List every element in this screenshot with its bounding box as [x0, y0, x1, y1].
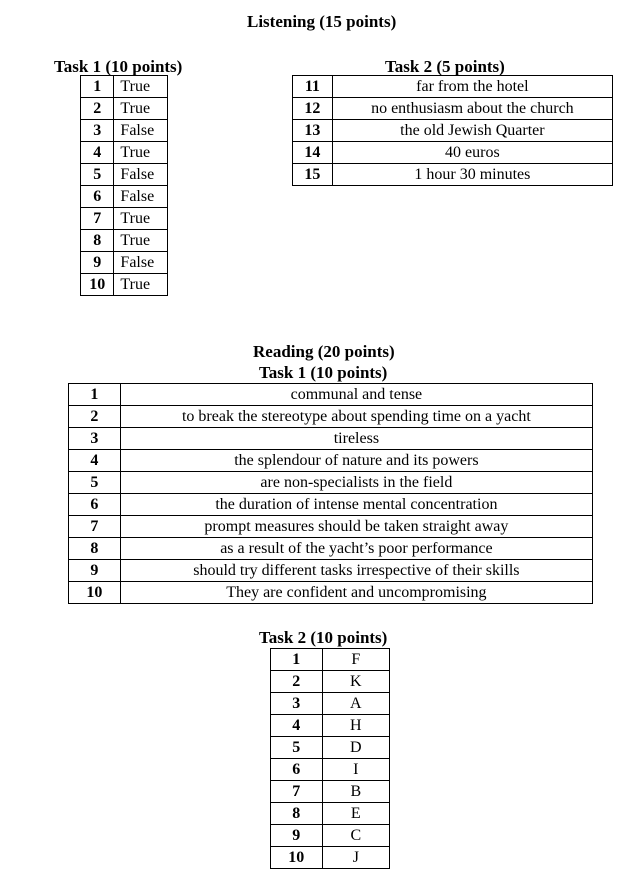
row-number: 10 — [69, 582, 121, 604]
row-answer: A — [322, 693, 389, 715]
table-row — [271, 671, 390, 693]
table-row — [81, 164, 168, 186]
row-answer: True — [114, 230, 168, 252]
table-row — [81, 208, 168, 230]
table-row — [293, 98, 613, 120]
row-answer: the duration of intense mental concentration — [120, 494, 592, 516]
table-row — [271, 781, 390, 803]
row-number: 1 — [81, 76, 114, 98]
table-row — [69, 384, 593, 406]
row-answer: the old Jewish Quarter — [332, 120, 612, 142]
row-answer: no enthusiasm about the church — [332, 98, 612, 120]
row-number: 8 — [271, 803, 323, 825]
table-row — [271, 759, 390, 781]
row-answer: prompt measures should be taken straight away — [120, 516, 592, 538]
row-answer: far from the hotel — [332, 76, 612, 98]
row-number: 7 — [81, 208, 114, 230]
row-number: 11 — [293, 76, 333, 98]
row-answer: should try different tasks irrespective of their skills — [120, 560, 592, 582]
row-number: 2 — [81, 98, 114, 120]
row-answer: I — [322, 759, 389, 781]
table-row — [271, 847, 390, 869]
table-row — [81, 230, 168, 252]
row-answer: False — [114, 252, 168, 274]
table-row — [81, 142, 168, 164]
row-number: 6 — [69, 494, 121, 516]
table-row — [271, 715, 390, 737]
listening-title: Listening (15 points) — [247, 12, 397, 31]
table-row — [69, 516, 593, 538]
row-answer: H — [322, 715, 389, 737]
row-answer: K — [322, 671, 389, 693]
table-row — [69, 494, 593, 516]
row-answer: True — [114, 76, 168, 98]
row-answer: True — [114, 274, 168, 296]
reading-task2-title: Task 2 (10 points) — [259, 628, 388, 647]
row-answer: tireless — [120, 428, 592, 450]
table-row — [271, 649, 390, 671]
table-row — [81, 120, 168, 142]
row-answer: to break the stereotype about spending time on a yacht — [120, 406, 592, 428]
table-row — [293, 120, 613, 142]
table-row — [81, 76, 168, 98]
table-row — [69, 582, 593, 604]
row-answer: as a result of the yacht’s poor performance — [120, 538, 592, 560]
row-answer: the splendour of nature and its powers — [120, 450, 592, 472]
row-number: 3 — [271, 693, 323, 715]
table-row — [271, 825, 390, 847]
table-row — [69, 450, 593, 472]
row-answer: communal and tense — [120, 384, 592, 406]
row-number: 2 — [69, 406, 121, 428]
row-number: 5 — [271, 737, 323, 759]
reading-title: Reading (20 points) — [253, 342, 395, 361]
row-answer: B — [322, 781, 389, 803]
table-row — [81, 274, 168, 296]
row-number: 7 — [271, 781, 323, 803]
row-number: 4 — [81, 142, 114, 164]
reading-task2-table — [270, 648, 390, 869]
row-number: 9 — [81, 252, 114, 274]
table-row — [271, 803, 390, 825]
row-answer: 40 euros — [332, 142, 612, 164]
row-answer: E — [322, 803, 389, 825]
row-number: 3 — [81, 120, 114, 142]
row-answer: are non-specialists in the field — [120, 472, 592, 494]
row-number: 8 — [69, 538, 121, 560]
row-answer: False — [114, 186, 168, 208]
row-answer: They are confident and uncompromising — [120, 582, 592, 604]
row-answer: C — [322, 825, 389, 847]
row-answer: F — [322, 649, 389, 671]
table-row — [69, 538, 593, 560]
row-number: 6 — [271, 759, 323, 781]
listening-task2-title: Task 2 (5 points) — [385, 57, 505, 76]
table-row — [69, 472, 593, 494]
table-row — [293, 76, 613, 98]
table-row — [81, 186, 168, 208]
row-number: 8 — [81, 230, 114, 252]
reading-task1-table — [68, 383, 593, 604]
row-number: 1 — [271, 649, 323, 671]
row-answer: D — [322, 737, 389, 759]
reading-task1-title: Task 1 (10 points) — [259, 363, 388, 382]
row-number: 5 — [81, 164, 114, 186]
row-answer: 1 hour 30 minutes — [332, 164, 612, 186]
listening-task1-table — [80, 75, 168, 296]
row-number: 5 — [69, 472, 121, 494]
row-answer: False — [114, 164, 168, 186]
table-row — [293, 142, 613, 164]
row-number: 10 — [271, 847, 323, 869]
table-row — [69, 560, 593, 582]
listening-task1-title: Task 1 (10 points) — [54, 57, 183, 76]
row-number: 13 — [293, 120, 333, 142]
table-row — [81, 252, 168, 274]
table-row — [271, 693, 390, 715]
listening-task2-table — [292, 75, 613, 186]
row-answer: False — [114, 120, 168, 142]
row-number: 10 — [81, 274, 114, 296]
row-number: 6 — [81, 186, 114, 208]
table-row — [81, 98, 168, 120]
row-answer: True — [114, 208, 168, 230]
table-row — [271, 737, 390, 759]
row-answer: True — [114, 98, 168, 120]
row-number: 9 — [69, 560, 121, 582]
row-number: 3 — [69, 428, 121, 450]
table-row — [69, 406, 593, 428]
row-answer: True — [114, 142, 168, 164]
table-row — [293, 164, 613, 186]
row-number: 15 — [293, 164, 333, 186]
row-number: 9 — [271, 825, 323, 847]
row-number: 1 — [69, 384, 121, 406]
row-number: 2 — [271, 671, 323, 693]
row-number: 12 — [293, 98, 333, 120]
row-number: 4 — [69, 450, 121, 472]
row-number: 14 — [293, 142, 333, 164]
table-row — [69, 428, 593, 450]
row-answer: J — [322, 847, 389, 869]
row-number: 4 — [271, 715, 323, 737]
row-number: 7 — [69, 516, 121, 538]
